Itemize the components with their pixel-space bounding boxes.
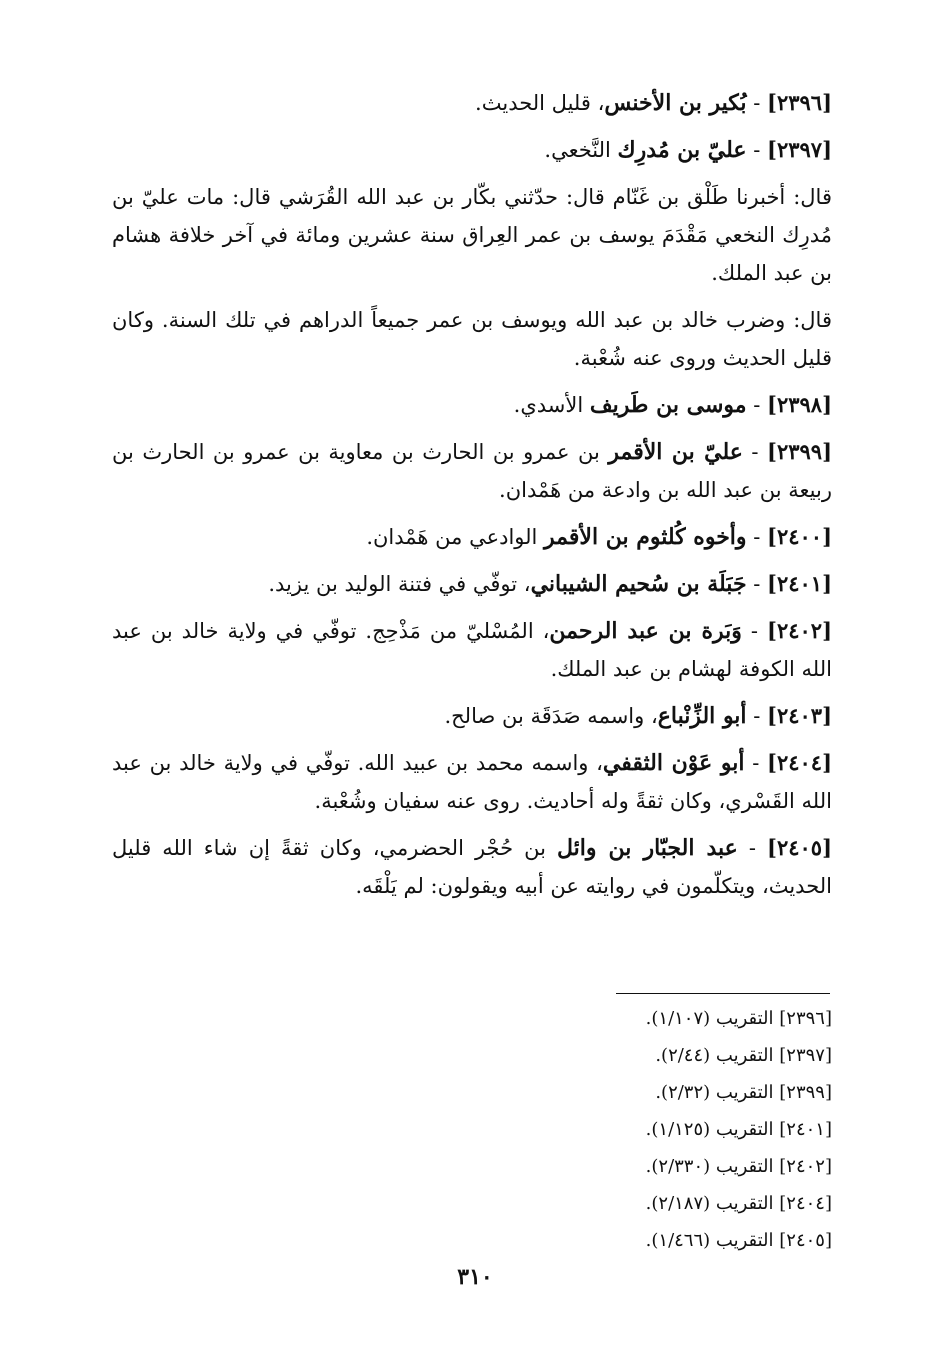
entry-text: الوادعي من هَمْدان. (366, 525, 545, 549)
entry-2403: [٢٤٠٣] - أبو الزِّنْباع، واسمه صَدَقَة بن صالح. (444, 703, 832, 729)
footnote: [٢٣٩٩] التقريب (٢/٣٢). (655, 1082, 832, 1103)
entry-number: [٢٤٠١] (767, 571, 832, 596)
entry-name: بُكير بن الأخنس (604, 90, 747, 116)
entry-2397: [٢٣٩٧] - عليّ بن مُدرِك النَّخعي. (544, 137, 832, 163)
entry-number: [٢٤٠٢] (767, 618, 832, 643)
entry-text: ، توفّي في فتنة الوليد بن يزيد. (268, 572, 531, 596)
entry-2396: [٢٣٩٦] - بُكير بن الأخنس، قليل الحديث. (475, 90, 832, 116)
entry-text: ، قليل الحديث. (475, 91, 605, 115)
footnote: [٢٣٩٦] التقريب (١/١٠٧). (645, 1008, 832, 1029)
footnote-divider (616, 993, 830, 994)
entry-name: عليّ بن مُدرِك (617, 137, 747, 163)
entry-name: أبو الزِّنْباع (657, 703, 747, 729)
footnote: [٢٣٩٧] التقريب (٢/٤٤). (655, 1045, 832, 1066)
footnote: [٢٤٠٥] التقريب (١/٤٦٦). (645, 1230, 832, 1251)
entry-name: جَبَلَة بن سُحيم الشيباني (530, 571, 747, 597)
entry-text: الأسدي. (513, 393, 590, 417)
entry-text: ، واسمه محمد بن عبيد الله. توفّي في ولاية خالد بن عبد الله القَسْري، وكان ثقةً وله أحاديث. روى عنه سفيان وشُعْبة. (112, 751, 832, 813)
entry-number: [٢٤٠٥] (767, 835, 832, 860)
entry-2399: [٢٣٩٩] - عليّ بن الأقمر بن عمرو بن الحارث بن معاوية بن عمرو بن الحارث بن ربيعة بن عبد الله بن وادعة من هَمْدان. (112, 439, 833, 502)
entry-2402: [٢٤٠٢] - وَبَرة بن عبد الرحمن، المُسْليّ من مَذْحِج. توفّي في ولاية خالد بن عبد الله الكوفة لهشام بن عبد الملك. (112, 618, 832, 681)
entry-number: [٢٣٩٨] (767, 392, 832, 417)
entry-2398: [٢٣٩٨] - موسى بن طَريف الأسدي. (513, 392, 832, 418)
entry-name: عليّ بن الأقمر (608, 439, 743, 465)
footnotes (432, 1000, 832, 1259)
entry-2400: [٢٤٠٠] - وأخوه كُلثوم بن الأقمر الوادعي من هَمْدان. (366, 524, 832, 550)
entry-number: [٢٤٠٣] (767, 703, 832, 728)
footnote: [٢٤٠٢] التقريب (٢/٣٣٠). (645, 1156, 832, 1177)
entry-text: ، المُسْليّ من مَذْحِج. توفّي في ولاية خالد بن عبد الله الكوفة لهشام بن عبد الملك. (112, 619, 832, 681)
entry-number: [٢٤٠٤] (767, 750, 833, 775)
entry-2405: [٢٤٠٥] - عبد الجبّار بن وائل بن حُجْر الحضرمي، وكان ثقةً إن شاء الله قليل الحديث، ويتكلّمون في روايته عن أبيه ويقولون: لم يَلْقَه. (112, 835, 832, 898)
entry-name: وَبَرة بن عبد الرحمن (549, 618, 742, 644)
page-number: ٣١٠ (457, 1264, 493, 1290)
narration-paragraph: قال: أخبرنا طَلْق بن غَنّام قال: حدّثني بكّار بن عبد الله القُرَشي قال: مات عليّ بن مُدرِك النخعي مَقْدَمَ يوسف بن عمر العِراق سنة عشرين ومائة في آخر خلافة هشام بن عبد الملك. (112, 185, 832, 285)
entry-number: [٢٤٠٠] (767, 524, 832, 549)
footnote: [٢٤٠٤] التقريب (٢/١٨٧). (645, 1193, 832, 1214)
entry-2404: [٢٤٠٤] - أبو عَوْن الثقفي، واسمه محمد بن عبيد الله. توفّي في ولاية خالد بن عبد الله القَسْري، وكان ثقةً وله أحاديث. روى عنه سفيان وشُعْبة. (112, 750, 833, 813)
entry-name: عبد الجبّار بن وائل (557, 835, 738, 861)
entry-text: بن حُجْر الحضرمي، وكان ثقةً إن شاء الله قليل الحديث، ويتكلّمون في روايته عن أبيه ويقولون: لم يَلْقَه. (112, 836, 832, 898)
entry-text: بن عمرو بن الحارث بن معاوية بن عمرو بن الحارث بن ربيعة بن عبد الله بن وادعة من هَمْدان. (112, 440, 832, 502)
entry-text: ، واسمه صَدَقَة بن صالح. (444, 704, 658, 728)
entry-number: [٢٣٩٦] (767, 90, 832, 115)
entry-number: [٢٣٩٧] (767, 137, 832, 162)
entry-name: موسى بن طَريف (589, 392, 747, 418)
entry-2401: [٢٤٠١] - جَبَلَة بن سُحيم الشيباني، توفّي في فتنة الوليد بن يزيد. (268, 571, 832, 597)
entry-name: أبو عَوْن الثقفي (602, 750, 745, 776)
entry-name: وأخوه كُلثوم بن الأقمر (544, 524, 747, 550)
entry-text: النَّخعي. (544, 138, 618, 162)
main-text (112, 84, 832, 914)
footnote: [٢٤٠١] التقريب (١/١٢٥). (645, 1119, 832, 1140)
narration-paragraph: قال: وضرب خالد بن عبد الله ويوسف بن عمر جميعاً الدراهم في تلك السنة. وكان قليل الحديث وروى عنه شُعْبة. (112, 308, 832, 370)
entry-number: [٢٣٩٩] (767, 439, 833, 464)
